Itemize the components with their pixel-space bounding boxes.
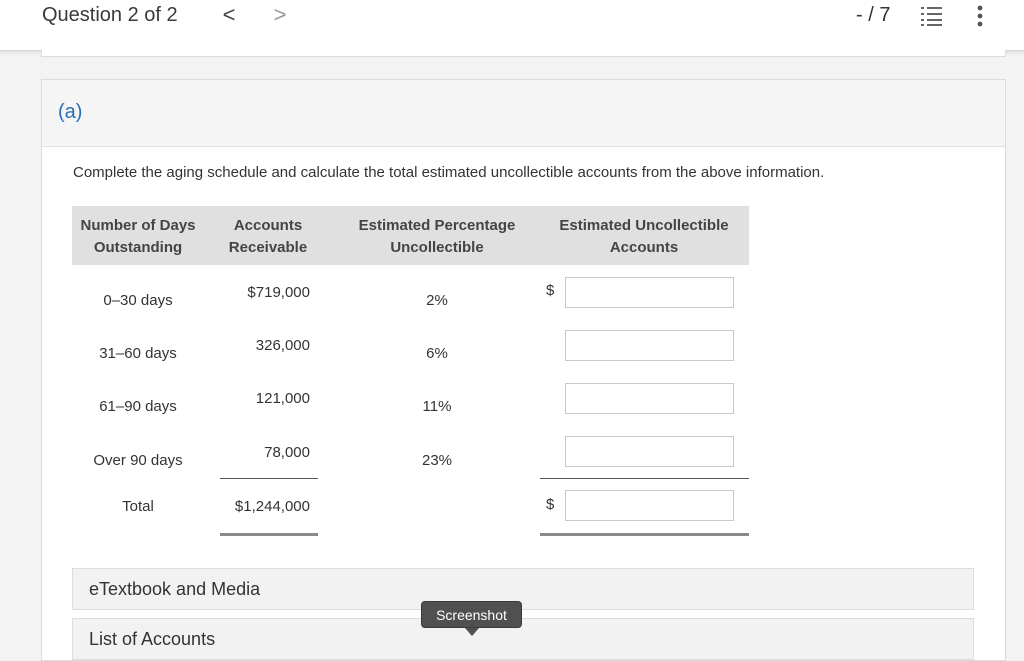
row-ar: $719,000 <box>247 284 310 301</box>
total-rule-ar <box>220 533 318 536</box>
list-of-accounts-label: List of Accounts <box>89 629 216 649</box>
row-pct: 11% <box>422 398 452 415</box>
next-question-button[interactable]: > <box>273 2 287 27</box>
total-uncollectible-input[interactable] <box>565 490 734 521</box>
row-pct: 23% <box>421 452 453 469</box>
header-days-line2: Outstanding <box>93 239 183 256</box>
more-options-icon[interactable] <box>972 4 988 28</box>
header-strip <box>41 50 1006 57</box>
header-est-line2: Accounts <box>609 239 679 256</box>
header-pct-line2: Uncollectible <box>390 239 484 256</box>
total-rule-est <box>540 533 749 536</box>
etextbook-section[interactable] <box>72 568 974 610</box>
list-of-accounts-section[interactable] <box>72 618 974 660</box>
header-ar <box>218 215 318 259</box>
total-label: Total <box>122 498 154 515</box>
header-est <box>548 215 740 259</box>
dollar-sign: $ <box>546 496 555 513</box>
screenshot-tooltip-arrow <box>465 628 479 636</box>
row-days: Over 90 days <box>93 452 183 469</box>
row-days: 61–90 days <box>99 398 177 415</box>
header-pct-line1: Estimated Percentage <box>358 217 516 234</box>
header-ar-line2: Receivable <box>228 239 308 256</box>
question-title: Question 2 of 2 <box>42 4 178 26</box>
row-ar: 78,000 <box>264 444 310 461</box>
question-list-icon[interactable] <box>921 6 943 26</box>
score-display: - / 7 <box>856 4 891 26</box>
row-pct: 2% <box>426 292 448 309</box>
subtotal-rule-ar <box>220 478 318 479</box>
part-header <box>42 80 1005 147</box>
etextbook-label: eTextbook and Media <box>89 579 261 599</box>
header-ar-line1: Accounts <box>233 217 303 234</box>
row-ar: 121,000 <box>255 390 310 407</box>
row-ar: 326,000 <box>255 337 310 354</box>
header-pct <box>348 215 526 259</box>
row-days: 31–60 days <box>99 345 177 362</box>
header-est-line1: Estimated Uncollectible <box>559 217 729 234</box>
uncollectible-input-61-90[interactable] <box>565 383 734 414</box>
row-pct: 6% <box>426 345 448 362</box>
instructions: Complete the aging schedule and calculate the total estimated uncollectible accounts from the above information. <box>73 164 825 181</box>
part-label: (a) <box>58 101 83 123</box>
top-bar <box>0 0 1024 51</box>
uncollectible-input-0-30[interactable] <box>565 277 734 308</box>
previous-question-button[interactable]: < <box>222 2 236 27</box>
subtotal-rule-est <box>540 478 749 479</box>
header-days <box>74 215 202 259</box>
screenshot-button[interactable]: Screenshot <box>421 601 522 628</box>
table-header <box>72 206 749 265</box>
total-ar: $1,244,000 <box>234 498 310 515</box>
dollar-sign: $ <box>546 282 555 299</box>
uncollectible-input-over-90[interactable] <box>565 436 734 467</box>
row-days: 0–30 days <box>103 292 173 309</box>
header-days-line1: Number of Days <box>80 217 196 234</box>
uncollectible-input-31-60[interactable] <box>565 330 734 361</box>
